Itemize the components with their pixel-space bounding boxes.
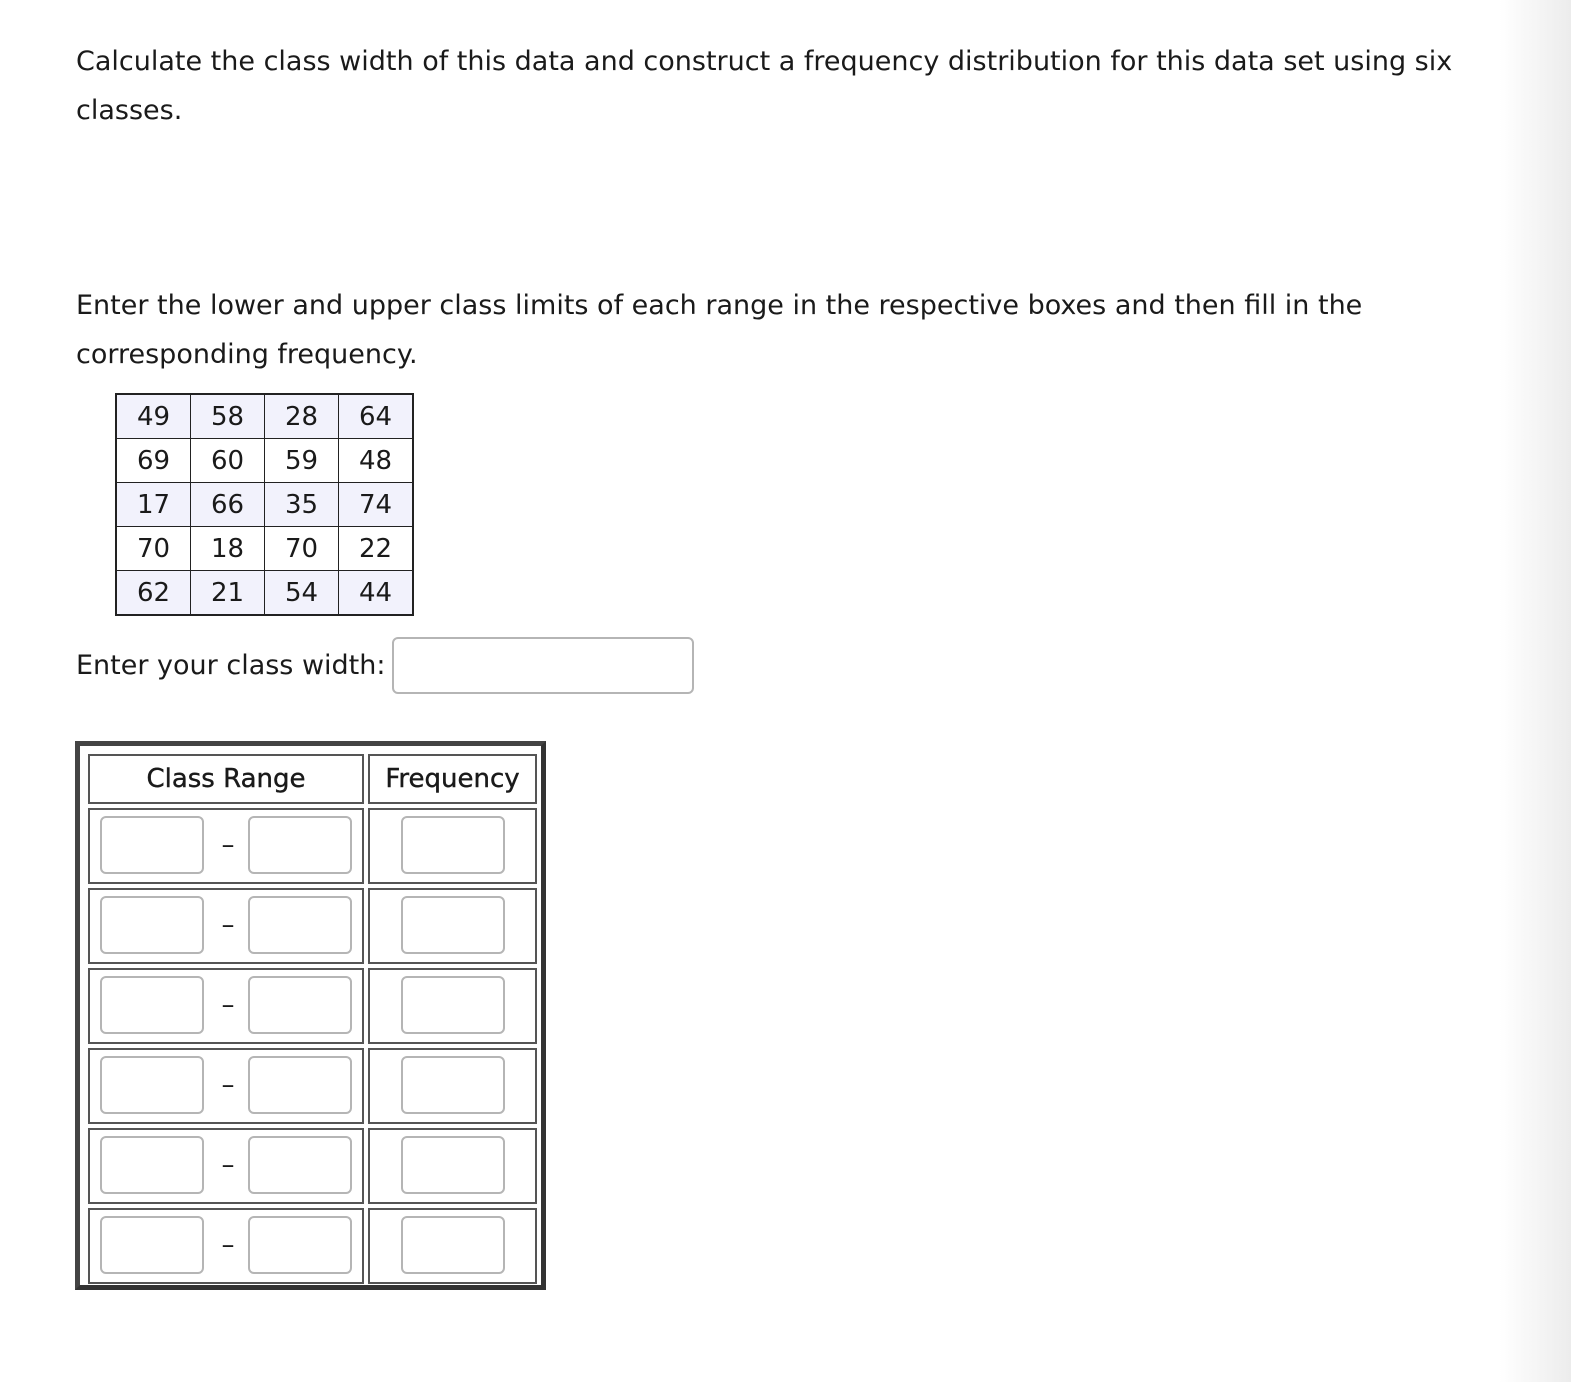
range-separator: – xyxy=(221,990,235,1020)
upper-limit-input[interactable] xyxy=(248,1056,352,1114)
question-instruction: Calculate the class width of this data and construct a frequency distribution for this data set using six classes. xyxy=(76,46,1453,126)
frequency-cell xyxy=(368,968,537,1044)
frequency-table xyxy=(84,750,541,1288)
class-range-cell xyxy=(88,808,364,884)
class-range-cell xyxy=(88,888,364,964)
class-range-cell xyxy=(88,1048,364,1124)
frequency-input[interactable] xyxy=(401,976,505,1034)
data-cell: 64 xyxy=(339,394,414,439)
lower-limit-input[interactable] xyxy=(100,1216,204,1274)
range-separator: – xyxy=(221,1070,235,1100)
data-cell: 48 xyxy=(339,439,414,483)
upper-limit-input[interactable] xyxy=(248,1136,352,1194)
upper-limit-input[interactable] xyxy=(248,1216,352,1274)
class-range-cell xyxy=(88,1208,364,1284)
class-row xyxy=(88,888,537,964)
data-cell: 74 xyxy=(339,483,414,527)
data-cell: 54 xyxy=(265,571,339,616)
data-cell: 18 xyxy=(191,527,265,571)
class-row xyxy=(88,1128,537,1204)
data-cell: 22 xyxy=(339,527,414,571)
frequency-cell xyxy=(368,1208,537,1284)
frequency-header-row xyxy=(88,754,537,804)
frequency-input[interactable] xyxy=(401,1216,505,1274)
data-cell: 44 xyxy=(339,571,414,616)
class-row xyxy=(88,808,537,884)
data-cell: 49 xyxy=(116,394,191,439)
frequency-input[interactable] xyxy=(401,1056,505,1114)
frequency-distribution-table xyxy=(75,741,546,1290)
frequency-cell xyxy=(368,1048,537,1124)
frequency-input[interactable] xyxy=(401,816,505,874)
class-width-input[interactable] xyxy=(392,637,694,694)
data-row xyxy=(116,439,413,483)
class-range-cell xyxy=(88,1128,364,1204)
range-separator: – xyxy=(221,1150,235,1180)
data-row xyxy=(116,571,413,616)
question-subinstruction: Enter the lower and upper class limits of each range in the respective boxes and then fill in the corresponding frequency. xyxy=(76,290,1363,370)
lower-limit-input[interactable] xyxy=(100,976,204,1034)
frequency-cell xyxy=(368,888,537,964)
data-cell: 28 xyxy=(265,394,339,439)
range-separator: – xyxy=(221,830,235,860)
lower-limit-input[interactable] xyxy=(100,816,204,874)
upper-limit-input[interactable] xyxy=(248,976,352,1034)
frequency-input[interactable] xyxy=(401,896,505,954)
data-cell: 17 xyxy=(116,483,191,527)
data-cell: 66 xyxy=(191,483,265,527)
data-cell: 58 xyxy=(191,394,265,439)
lower-limit-input[interactable] xyxy=(100,1056,204,1114)
upper-limit-input[interactable] xyxy=(248,816,352,874)
data-set-table xyxy=(115,393,414,616)
class-width-label: Enter your class width: xyxy=(76,650,386,681)
lower-limit-input[interactable] xyxy=(100,896,204,954)
data-row xyxy=(116,483,413,527)
data-cell: 70 xyxy=(116,527,191,571)
class-row xyxy=(88,1208,537,1284)
frequency-cell xyxy=(368,1128,537,1204)
upper-limit-input[interactable] xyxy=(248,896,352,954)
class-row xyxy=(88,1048,537,1124)
class-row xyxy=(88,968,537,1044)
data-cell: 70 xyxy=(265,527,339,571)
frequency-input[interactable] xyxy=(401,1136,505,1194)
range-separator: – xyxy=(221,1230,235,1260)
range-separator: – xyxy=(221,910,235,940)
class-range-header: Class Range xyxy=(88,754,364,804)
data-cell: 59 xyxy=(265,439,339,483)
lower-limit-input[interactable] xyxy=(100,1136,204,1194)
window-edge-shadow xyxy=(1499,0,1571,1382)
data-cell: 35 xyxy=(265,483,339,527)
data-row xyxy=(116,527,413,571)
data-row xyxy=(116,394,413,439)
data-cell: 62 xyxy=(116,571,191,616)
frequency-cell xyxy=(368,808,537,884)
frequency-header: Frequency xyxy=(368,754,537,804)
data-cell: 69 xyxy=(116,439,191,483)
class-range-cell xyxy=(88,968,364,1044)
data-cell: 60 xyxy=(191,439,265,483)
data-cell: 21 xyxy=(191,571,265,616)
